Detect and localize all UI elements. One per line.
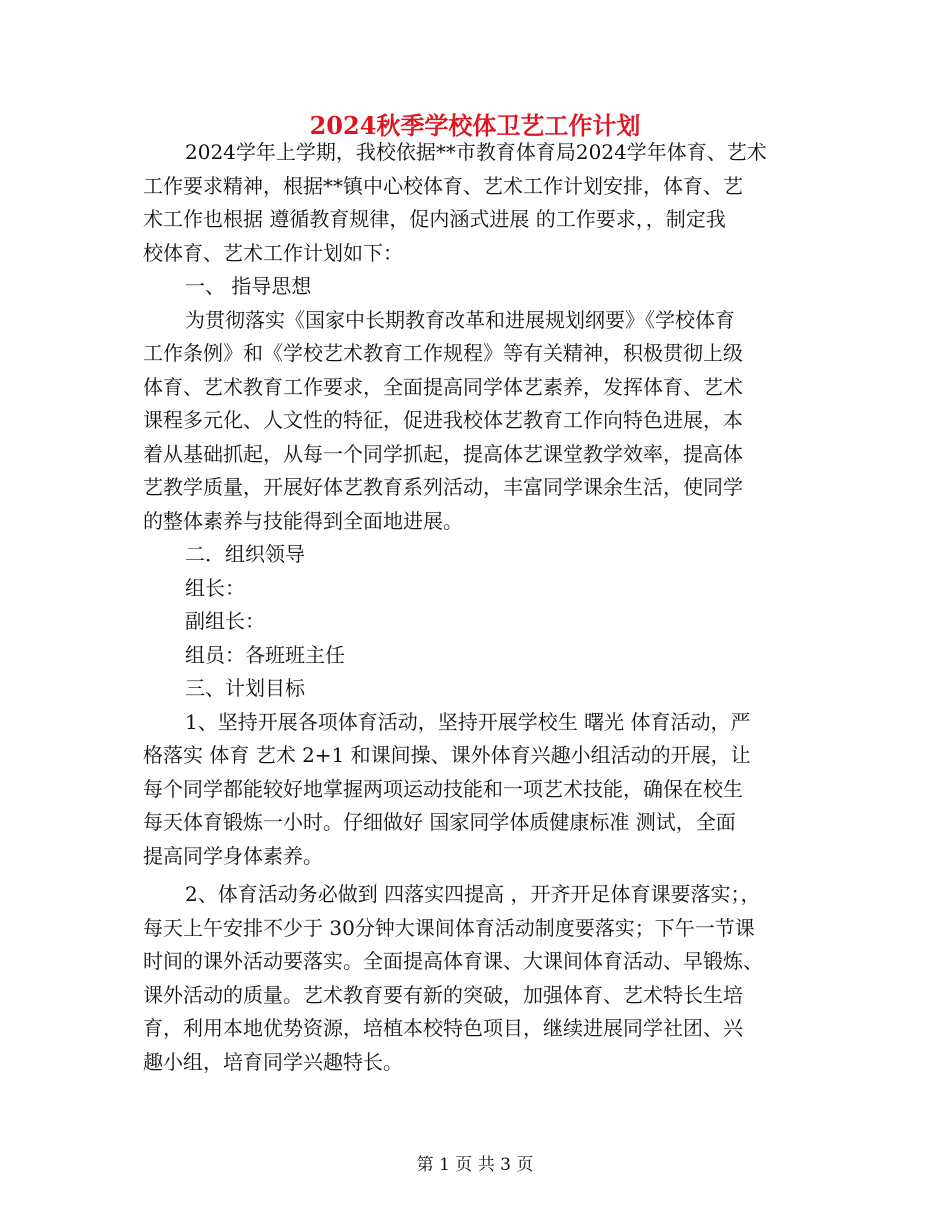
goal2-line: 2、体育活动务必做到 四落实四提高 ，开齐开足体育课要落实；， [185,882,761,906]
goal2-line: 育，利用本地优势资源，培植本校特色项目，继续进展同学社团、兴 [143,1016,743,1040]
section-heading: 三、计划目标 [185,676,305,700]
goal2-paragraph [143,878,808,1079]
intro-paragraph [143,136,808,270]
section2-leader [143,572,808,606]
section1-line: 课程多元化、人文性的特征，促进我校体艺教育工作向特色进展，本 [143,408,743,432]
goal1-line: 提高同学身体素养。 [143,843,323,868]
section2-deputy [143,605,808,639]
section2-heading [143,538,808,572]
document-body [143,136,808,1079]
intro-line: 2024学年上学期，我校依据**市教育体育局2024学年体育、艺术 [185,140,767,164]
section1-line: 的整体素养与技能得到全面地进展。 [143,508,463,533]
section1-line: 着从基础抓起，从每一个同学抓起，提高体艺课堂教学效率，提高体 [143,441,743,466]
goal2-line: 课外活动的质量。艺术教育要有新的突破，加强体育、艺术特长生培 [143,982,743,1007]
page-footer: 第 1 页 共 3 页 [416,1155,534,1175]
goal2-line: 时间的课外活动要落实。全面提高体育课、大课间体育活动、早锻炼、 [143,949,763,973]
intro-line: 校体育、艺术工作计划如下： [143,240,403,265]
section-heading: 一、 指导思想 [185,274,312,298]
goal2-line: 趣小组，培育同学兴趣特长。 [143,1049,403,1074]
section1-line: 体育、艺术教育工作要求，全面提高同学体艺素养，发挥体育、艺术 [143,374,743,399]
goal1-line: 格落实 体育 艺术 2+1 和课间操、课外体育兴趣小组活动的开展，让 [143,743,751,767]
goal1-paragraph [143,706,808,874]
intro-line: 工作要求精神，根据**镇中心校体育、艺术工作计划安排，体育、艺 [143,173,743,198]
document-title: 2024秋季学校体卫艺工作计划 [309,111,641,140]
goal1-line: 1、坚持开展各项体育活动，坚持开展学校生 曙光 体育活动，严 [185,709,751,734]
goal1-line: 每天体育锻炼一小时。仔细做好 国家同学体质健康标准 测试，全面 [143,810,736,834]
goal1-line: 每个同学都能较好地掌握两项运动技能和一项艺术技能，确保在校生 [143,776,743,801]
section2-members [143,639,808,673]
leader-line: 组长： [185,575,245,600]
section-heading: 二．组织领导 [185,542,305,566]
section1-heading [143,270,808,304]
section1-line: 工作条例》和《学校艺术教育工作规程》等有关精神，积极贯彻上级 [143,341,743,365]
members-line: 组员：各班班主任 [185,642,345,667]
section3-heading [143,672,808,706]
section1-line: 艺教学质量，开展好体艺教育系列活动，丰富同学课余生活，使同学 [143,475,743,499]
section1-line: 为贯彻落实《国家中长期教育改革和进展规划纲要》《学校体育 [185,307,735,332]
goal2-line: 每天上午安排不少于 30分钟大课间体育活动制度要落实；下午一节课 [143,915,755,940]
intro-line: 术工作也根据 遵循教育规律，促内涵式进展 的工作要求，，制定我 [143,207,726,231]
deputy-line: 副组长： [185,609,265,633]
section1-paragraph [143,304,808,539]
